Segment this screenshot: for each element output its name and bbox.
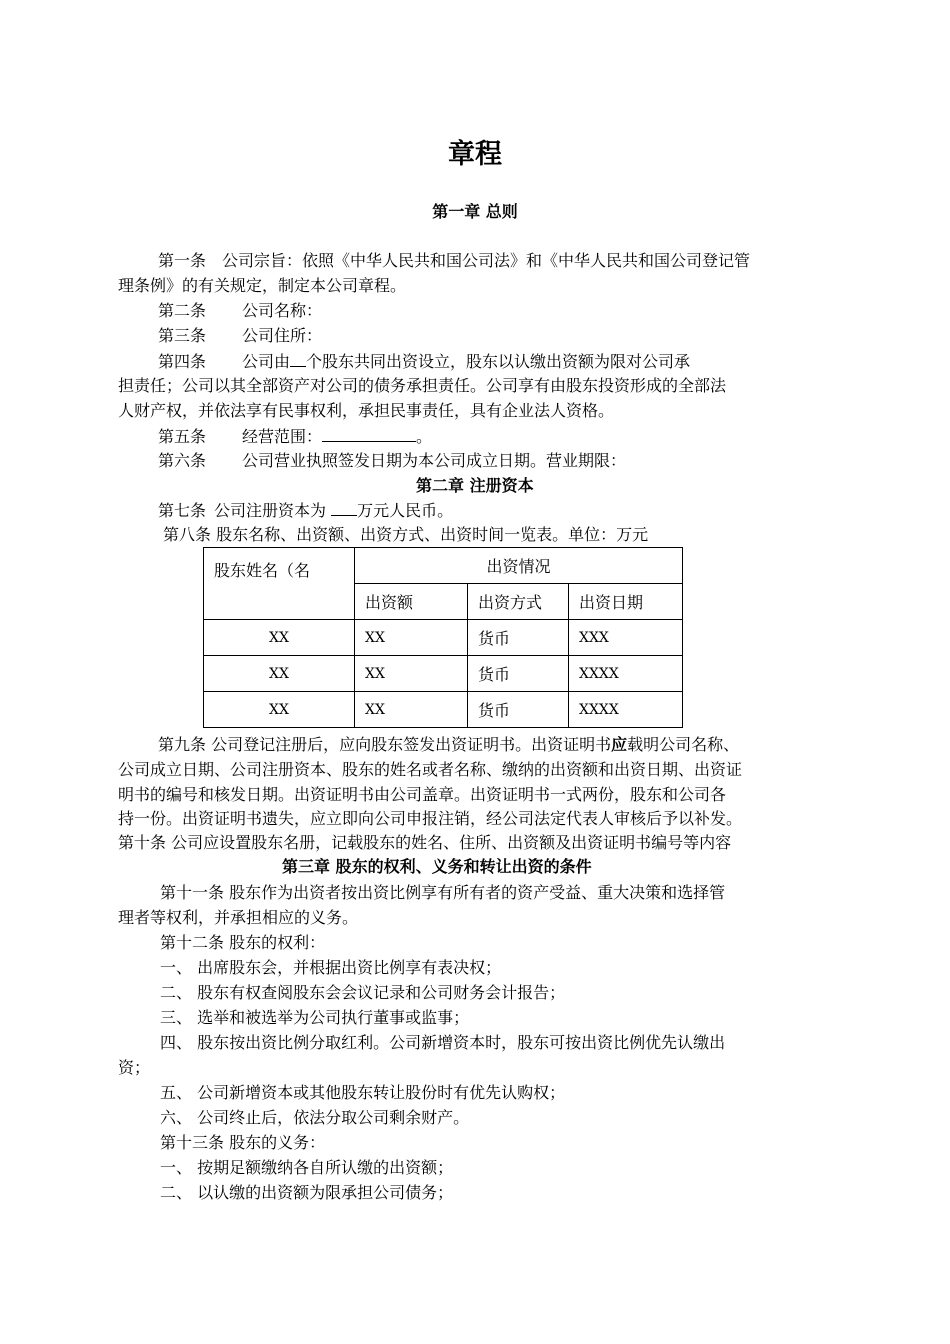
article-8: 第八条 股东名称、出资额、出资方式、出资时间一览表。单位：万元 <box>163 525 649 544</box>
article-4-blank <box>290 350 306 367</box>
right-item: 五、 公司新增资本或其他股东转让股份时有优先认购权； <box>160 1083 566 1102</box>
article-5-end: 。 <box>416 427 433 446</box>
article-9-line-2: 公司成立日期、公司注册资本、股东的姓名或者名称、缴纳的出资额和出资日期、出资证 <box>118 760 743 779</box>
cell-name: XX <box>204 656 355 692</box>
article-9-text-c: 载明公司名称、 <box>627 735 740 754</box>
duty-item: 二、 以认缴的出资额为限承担公司债务； <box>160 1183 454 1202</box>
article-5-blank <box>322 425 416 442</box>
article-4-post: 个股东共同出资设立，股东以认缴出资额为限对公司承 <box>306 352 691 371</box>
investment-table <box>203 547 683 728</box>
article-4-pre: 公司由 <box>242 352 291 371</box>
article-5-number: 第五条 <box>158 427 207 446</box>
right-item: 二、 股东有权查阅股东会会议记录和公司财务会计报告； <box>160 983 566 1002</box>
cell-name: XX <box>204 692 355 728</box>
chapter-3-heading: 第三章 股东的权利、义务和转让出资的条件 <box>282 857 592 876</box>
header-amount: 出资额 <box>355 584 468 620</box>
cell-amount: XX <box>355 620 468 656</box>
table-row <box>204 620 683 656</box>
article-9-bold: 应 <box>611 735 628 754</box>
article-2-text: 公司名称： <box>242 301 323 320</box>
cell-date: XXXX <box>569 692 683 728</box>
header-shareholder-name: 股东姓名（名 <box>204 548 355 620</box>
cell-amount: XX <box>355 692 468 728</box>
cell-method: 货币 <box>468 656 569 692</box>
article-3-number: 第三条 <box>158 326 207 345</box>
article-5-text: 经营范围： <box>242 427 323 446</box>
table-row <box>204 656 683 692</box>
right-item-continued: 资； <box>118 1058 151 1077</box>
article-1-line-1 <box>158 250 750 272</box>
cell-name: XX <box>204 620 355 656</box>
chapter-2-heading: 第二章 注册资本 <box>416 476 534 495</box>
header-date: 出资日期 <box>569 584 683 620</box>
article-9-text-a: 第九条 公司登记注册后，应向股东签发出资证明书。出资证明书 <box>158 735 612 754</box>
article-3-text: 公司住所： <box>242 326 323 345</box>
article-1-text: 公司宗旨：依照《中华人民共和国公司法》和《中华人民共和国公司登记管 <box>222 251 751 270</box>
article-2 <box>158 300 322 322</box>
cell-date: XXXX <box>569 656 683 692</box>
header-investment-group: 出资情况 <box>355 548 683 584</box>
right-item: 三、 选举和被选举为公司执行董事或监事； <box>160 1008 470 1027</box>
article-7-post: 万元人民币。 <box>357 501 454 520</box>
right-item: 六、 公司终止后，依法分取公司剩余财产。 <box>160 1108 470 1127</box>
article-7-pre: 公司注册资本为 <box>214 501 332 520</box>
article-9-line-3: 明书的编号和核发日期。出资证明书由公司盖章。出资证明书一式两份，股东和公司各 <box>118 785 727 804</box>
table-row <box>204 692 683 728</box>
article-11-line-2: 理者等权利，并承担相应的义务。 <box>118 908 359 927</box>
article-4-line-1 <box>158 350 690 373</box>
cell-date: XXX <box>569 620 683 656</box>
article-5 <box>158 425 432 448</box>
header-method: 出资方式 <box>468 584 569 620</box>
cell-method: 货币 <box>468 692 569 728</box>
article-4-number: 第四条 <box>158 352 207 371</box>
article-6-text: 公司营业执照签发日期为本公司成立日期。营业期限： <box>242 451 627 470</box>
cell-amount: XX <box>355 656 468 692</box>
duty-item: 一、 按期足额缴纳各自所认缴的出资额； <box>160 1158 454 1177</box>
article-11-line-1: 第十一条 股东作为出资者按出资比例享有所有者的资产受益、重大决策和选择管 <box>160 883 726 902</box>
article-7-blank <box>331 499 357 516</box>
article-9-line-1 <box>158 734 739 756</box>
article-1-line-2: 理条例》的有关规定，制定本公司章程。 <box>118 276 407 295</box>
article-6 <box>158 450 626 472</box>
right-item: 四、 股东按出资比例分取红利。公司新增资本时，股东可按出资比例优先认缴出 <box>160 1033 726 1052</box>
article-4-line-2: 担责任；公司以其全部资产对公司的债务承担责任。公司享有由股东投资形成的全部法 <box>118 376 727 395</box>
article-3 <box>158 325 322 347</box>
article-12: 第十二条 股东的权利： <box>160 933 326 952</box>
cell-method: 货币 <box>468 620 569 656</box>
article-6-number: 第六条 <box>158 451 207 470</box>
article-10: 第十条 公司应设置股东名册，记载股东的姓名、住所、出资额及出资证明书编号等内容 <box>118 833 732 852</box>
article-7 <box>158 499 453 522</box>
doc-title: 章程 <box>448 139 502 170</box>
article-9-line-4: 持一份。出资证明书遗失，应立即向公司申报注销，经公司法定代表人审核后予以补发。 <box>118 809 743 828</box>
article-2-number: 第二条 <box>158 301 207 320</box>
chapter-1-heading: 第一章 总则 <box>432 202 518 221</box>
right-item: 一、 出席股东会，并根据出资比例享有表决权； <box>160 958 502 977</box>
article-1-number: 第一条 <box>158 251 207 270</box>
article-13: 第十三条 股东的义务： <box>160 1133 326 1152</box>
article-4-line-3: 人财产权，并依法享有民事权利，承担民事责任，具有企业法人资格。 <box>118 401 615 420</box>
article-7-number: 第七条 <box>158 501 207 520</box>
